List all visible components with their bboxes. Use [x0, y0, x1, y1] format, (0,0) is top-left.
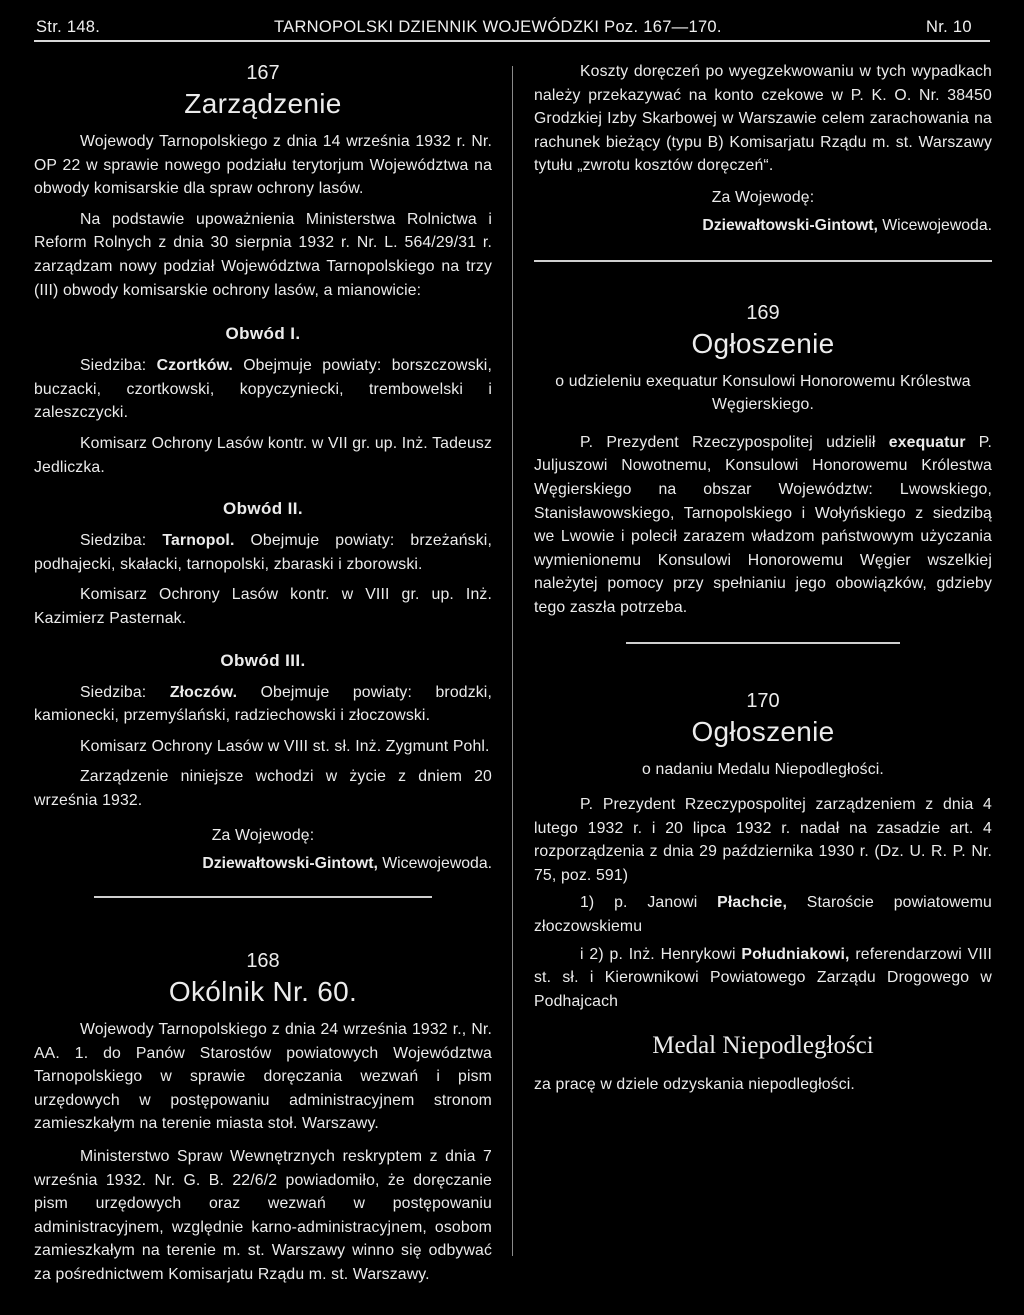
district-2-heading: Obwód II. [222, 499, 304, 519]
item-169-body: P. Prezydent Rzeczypospolitej udzielił exequatur P. Juljuszowi Nowotnemu, Konsulowi Honorowemu Królestwa Węgierskiego na obszar Województw: Lwowskiego, Stanisławowskiego, Tarnopolskiego i Wołyńskiego z siedzibą we Lwowie i polecił zarazem władzom państwowym użyczania wymienionemu Konsulowi Honorowemu Węgier wszelkiej należytej pomocy przy spełnianiu jego obowiązków, gdzieby tego zaszła potrzeba. [534, 433, 992, 616]
page-number: Str. 148. [36, 18, 101, 36]
district-1-text: Siedziba: Czortków. Obejmuje powiaty: borszczowski, buczacki, czortkowski, kopyczyniecki, trembowelski i zaleszczycki. [34, 357, 492, 422]
item-168-signer: Dziewałtowski-Gintowt, [702, 216, 878, 234]
district-2-commissioner: Komisarz Ochrony Lasów kontr. w VIII gr. up. Inż. Kazimierz Pasternak. [34, 586, 492, 627]
item-169-title: Ogłoszenie [691, 327, 835, 359]
item-170-award-1-name: Płachcie, [717, 894, 788, 912]
item-170-purpose: za pracę w dziele odzyskania niepodległości. [534, 1076, 855, 1094]
item-167-signature: Dziewałtowski-Gintowt, Wicewojewoda. [202, 855, 492, 873]
item-167-body: Na podstawie upoważnienia Ministerstwa Rolnictwa i Reform Rolnych z dnia 30 sierpnia 1932 r. Nr. L. 564/29/31 r. zarządzam nowy podział Województwa Tarnopolskiego na trzy (III) obwody komisarskie ochrony lasów, a mianowicie: [34, 210, 492, 299]
district-2-text: Siedziba: Tarnopol. Obejmuje powiaty: brzeżański, podhajecki, skałacki, tarnopolski, zbaraski i zborowski. [34, 532, 492, 573]
item-170-body: P. Prezydent Rzeczypospolitej zarządzeniem z dnia 4 lutego 1932 r. i 20 lipca 1932 r. nadał na zasadzie art. 4 rozporządzenia z dnia 29 października 1930 r. (Dz. U. R. P. Nr. 75, poz. 591) [534, 796, 992, 884]
district-3-text: Siedziba: Złoczów. Obejmuje powiaty: brodzki, kamionecki, przemyślański, radziechowski i złoczowski. [34, 683, 492, 725]
item-168-signature: Dziewałtowski-Gintowt, Wicewojewoda. [702, 216, 992, 234]
item-169-subject: o udzieleniu exequatur Konsulowi Honorowemu Królestwa Węgierskiego. [555, 372, 971, 414]
column-divider [512, 66, 513, 1256]
item-168-title: Okólnik Nr. 60. [168, 976, 358, 1008]
item-167-number: 167 [246, 62, 280, 84]
medal-title: Medal Niepodległości [652, 1032, 874, 1060]
section-rule [626, 642, 901, 644]
item-167-intro: Wojewody Tarnopolskiego z dnia 14 września 1932 r. Nr. OP 22 w sprawie nowego podziału terytorjum Województwa na obwody komisarskie dla spraw ochrony lasów. [34, 133, 492, 198]
item-170-award-2-name: Południakowi, [741, 945, 850, 963]
item-168-body-start: Ministerstwo Spraw Wewnętrznych reskryptem z dnia 7 września 1932. Nr. G. B. 22/6/2 powiadomiło, że doręczanie pism urzędowych oraz wezwań w postępowaniu administracyjnem, względnie karno-administracyjnem, osobom zamieszkałym na terenie m. st. Warszawy winno się odbywać za pośrednictwem Komisarjatu Rządu m. st. Warszawy. [34, 1148, 492, 1283]
item-167-signer: Dziewałtowski-Gintowt, [202, 855, 378, 873]
district-1-commissioner: Komisarz Ochrony Lasów kontr. w VII gr. up. Inż. Tadeusz Jedliczka. [34, 434, 492, 476]
left-column [34, 60, 492, 1287]
issue-number: Nr. 10 [926, 18, 972, 36]
item-170-subject: o nadaniu Medalu Niepodległości. [642, 760, 884, 778]
item-170-award-2: i 2) p. Inż. Henrykowi Południakowi, referendarzowi VIII st. sł. i Kierownikowi Powiatowego Zarządu Drogowego w Podhajcach [534, 945, 992, 1010]
district-2-seat: Tarnopol. [162, 532, 235, 550]
item-170-title: Ogłoszenie [691, 715, 835, 747]
item-168-for-voivode: Za Wojewodę: [711, 188, 815, 206]
item-170-award-1: 1) p. Janowi Płachcie, Staroście powiatowemu złoczowskiemu [534, 894, 992, 936]
item-167-closing: Zarządzenie niniejsze wchodzi w życie z dniem 20 września 1932. [34, 768, 492, 809]
right-column [534, 60, 992, 1097]
item-168-intro: Wojewody Tarnopolskiego z dnia 24 września 1932 r., Nr. AA. 1. do Panów Starostów powiatowych Województwa Tarnopolskiego w sprawie doręczania wezwań i pism urzędowych w postępowaniu administracyjnem stronom zamieszkałym na terenie miasta stoł. Warszawy. [34, 1021, 492, 1133]
item-167-for-voivode: Za Wojewodę: [211, 827, 315, 845]
district-3-seat: Złoczów. [169, 683, 238, 701]
district-3-heading: Obwód III. [220, 650, 306, 670]
item-169-exequatur: exequatur [888, 433, 966, 451]
item-168-costs: Koszty doręczeń po wyegzekwowaniu w tych wypadkach należy przekazywać na konto czekowe w P. K. O. Nr. 38450 Grodzkiej Izby Skarbowej w Warszawie celem zarachowania na rachunek bieżący (typu B) Komisarjatu Rządu m. st. Warszawy tytułu „zwrotu kosztów doręczeń“. [534, 63, 992, 175]
item-170-number: 170 [746, 689, 780, 712]
district-1-seat: Czortków. [156, 357, 233, 375]
district-1-heading: Obwód I. [225, 324, 301, 344]
item-167-title: Zarządzenie [184, 88, 342, 119]
district-3-commissioner: Komisarz Ochrony Lasów w VIII st. sł. Inż. Zygmunt Pohl. [80, 737, 490, 755]
section-rule [534, 260, 992, 262]
journal-title: TARNOPOLSKI DZIENNIK WOJEWÓDZKI Poz. 167—170. [274, 18, 722, 36]
item-168-number: 168 [246, 950, 280, 973]
item-169-number: 169 [746, 301, 780, 324]
header-rule [34, 40, 990, 42]
page-header [36, 18, 986, 40]
section-rule [94, 896, 433, 898]
